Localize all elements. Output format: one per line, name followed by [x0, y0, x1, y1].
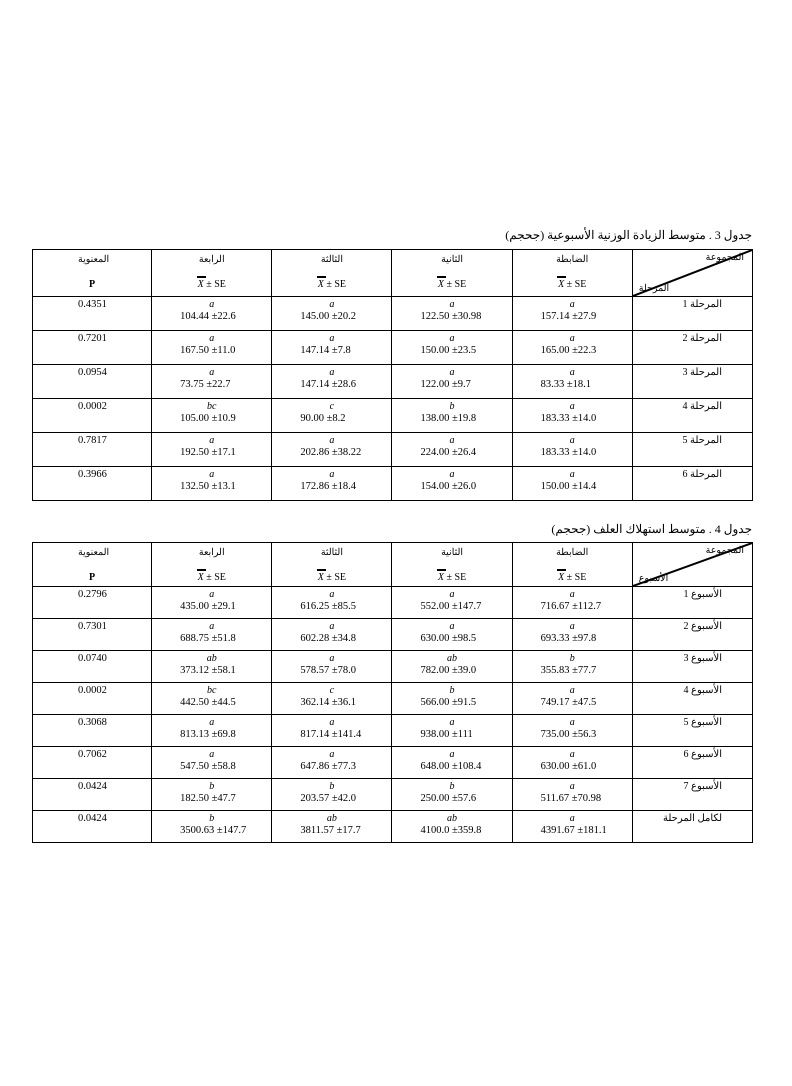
table-4-body: [33, 543, 753, 843]
mean-se-value: 122.00 ±9.7: [420, 379, 471, 390]
p-value-cell: [33, 811, 152, 843]
significance-letter: a: [569, 435, 575, 446]
significance-letter: a: [569, 401, 575, 412]
stage-cell: [632, 587, 752, 619]
value-cell: [272, 297, 392, 331]
table-row: [33, 297, 753, 331]
value-cell: [392, 297, 512, 331]
value-cell: [272, 715, 392, 747]
significance-letter: a: [449, 299, 455, 310]
value-cell: [272, 683, 392, 715]
mean-se-value: 716.67 ±112.7: [540, 601, 602, 612]
value-cell: [152, 331, 272, 365]
header-corner-cell: [632, 250, 752, 297]
mean-se-value: 150.00 ±23.5: [420, 345, 477, 356]
mean-se-value: 511.67 ±70.98: [540, 793, 602, 804]
mean-se-value: 3500.63 ±147.7: [180, 825, 247, 836]
significance-letter: a: [329, 717, 335, 728]
mean-se-value: 3811.57 ±17.7: [300, 825, 361, 836]
significance-letter: a: [449, 589, 455, 600]
se-label: ± SE: [326, 279, 347, 290]
stage-cell: [632, 747, 752, 779]
group-name: الثانية: [441, 255, 463, 265]
x-bar-symbol: X: [558, 279, 565, 290]
table-3-body: [33, 250, 753, 501]
p-value: 0.3068: [78, 717, 107, 728]
p-value-cell: [33, 467, 152, 501]
mean-se-value: 647.86 ±77.3: [300, 761, 356, 772]
p-value: 0.0424: [78, 813, 107, 824]
header-row: [33, 543, 753, 587]
value-cell: [392, 399, 512, 433]
corner-row-label: الأسبوع: [638, 574, 669, 584]
significance-letter: a: [329, 435, 335, 446]
value-cell: [512, 331, 632, 365]
corner-group-label: المجموعة: [705, 253, 744, 263]
table-row: [33, 715, 753, 747]
mean-se-value: 630.00 ±61.0: [540, 761, 597, 772]
se-label: ± SE: [206, 572, 226, 583]
header-group-cell: [512, 250, 632, 297]
significance-letter: a: [569, 333, 575, 344]
stage-cell: [632, 433, 752, 467]
mean-se-value: 150.00 ±14.4: [540, 481, 597, 492]
significance-letter: a: [209, 469, 215, 480]
header-corner-cell: [632, 543, 752, 587]
value-cell: [512, 619, 632, 651]
mean-se-label: [152, 279, 271, 290]
stage-label: الأسبوع 1: [683, 589, 722, 600]
stage-cell: [632, 467, 752, 501]
significance-letter: a: [449, 367, 455, 378]
stage-label: الأسبوع 4: [683, 685, 722, 696]
significance-letter: a: [449, 333, 455, 344]
group-name: الضابطة: [556, 255, 589, 265]
value-cell: [152, 651, 272, 683]
group-name: الرابعة: [198, 255, 225, 265]
value-cell: [512, 683, 632, 715]
table-row: [33, 433, 753, 467]
value-cell: [392, 619, 512, 651]
mean-se-value: 616.25 ±85.5: [300, 601, 356, 612]
significance-letter: a: [329, 367, 335, 378]
mean-se-label: [513, 572, 632, 583]
mean-se-value: 104.44 ±22.6: [180, 311, 236, 322]
mean-se-value: 938.00 ±111: [420, 729, 473, 740]
value-cell: [152, 779, 272, 811]
significance-letter: a: [569, 621, 575, 632]
significance-letter: a: [449, 469, 455, 480]
significance-letter: a: [329, 299, 335, 310]
p-value: 0.0002: [78, 685, 107, 696]
stage-cell: [632, 779, 752, 811]
significance-letter: a: [569, 299, 575, 310]
value-cell: [272, 811, 392, 843]
value-cell: [392, 433, 512, 467]
significance-letter: a: [209, 333, 215, 344]
stage-label: المرحلة 2: [682, 333, 722, 344]
x-bar-symbol: X: [437, 572, 445, 583]
significance-letter: a: [209, 717, 215, 728]
stage-label: المرحلة 3: [682, 367, 722, 378]
table-row: [33, 587, 753, 619]
header-group-cell: [392, 250, 512, 297]
value-cell: [152, 399, 272, 433]
mean-se-value: 145.00 ±20.2: [300, 311, 356, 322]
table-row: [33, 365, 753, 399]
x-bar-symbol: X: [317, 572, 324, 583]
p-value-cell: [33, 399, 152, 433]
group-name: الضابطة: [556, 548, 589, 558]
mean-se-value: 138.00 ±19.8: [420, 413, 477, 424]
mean-se-value: 435.00 ±29.1: [180, 601, 236, 612]
p-value-cell: [33, 715, 152, 747]
p-value: 0.0424: [78, 781, 107, 792]
header-significance-cell: [33, 250, 152, 297]
se-label: ± SE: [206, 279, 226, 290]
mean-se-value: 4100.0 ±359.8: [420, 825, 482, 836]
mean-se-value: 547.50 ±58.8: [180, 761, 236, 772]
value-cell: [272, 365, 392, 399]
mean-se-value: 90.00 ±8.2: [300, 413, 346, 424]
mean-se-value: 172.86 ±18.4: [300, 481, 356, 492]
mean-se-label: [272, 279, 391, 290]
value-cell: [272, 587, 392, 619]
significance-letter: ab: [447, 653, 458, 664]
mean-se-label: [392, 279, 511, 290]
stage-cell: [632, 619, 752, 651]
significance-letter: a: [569, 367, 575, 378]
value-cell: [392, 331, 512, 365]
value-cell: [272, 399, 392, 433]
header-group-cell: [272, 543, 392, 587]
value-cell: [272, 747, 392, 779]
significance-letter: a: [209, 749, 215, 760]
mean-se-value: 183.33 ±14.0: [540, 413, 597, 424]
p-value-cell: [33, 683, 152, 715]
stage-label: الأسبوع 3: [683, 653, 722, 664]
corner-group-label: المجموعة: [705, 546, 744, 556]
table-row: [33, 399, 753, 433]
mean-se-value: 373.12 ±58.1: [180, 665, 236, 676]
significance-letter: c: [329, 401, 335, 412]
se-label: ± SE: [446, 279, 467, 290]
mean-se-value: 566.00 ±91.5: [420, 697, 477, 708]
significance-letter: b: [209, 781, 215, 792]
mean-se-value: 147.14 ±7.8: [300, 345, 351, 356]
stage-cell: [632, 365, 752, 399]
mean-se-value: 630.00 ±98.5: [420, 633, 477, 644]
value-cell: [392, 587, 512, 619]
significance-letter: a: [449, 749, 455, 760]
mean-se-value: 578.57 ±78.0: [300, 665, 356, 676]
significance-letter: a: [329, 621, 335, 632]
mean-se-value: 105.00 ±10.9: [180, 413, 236, 424]
value-cell: [512, 365, 632, 399]
value-cell: [392, 715, 512, 747]
p-value-cell: [33, 331, 152, 365]
value-cell: [512, 651, 632, 683]
mean-se-value: 693.33 ±97.8: [540, 633, 597, 644]
significance-label: المعنوية: [78, 548, 110, 558]
significance-letter: a: [569, 749, 575, 760]
significance-letter: a: [209, 589, 215, 600]
value-cell: [512, 467, 632, 501]
significance-letter: a: [569, 469, 575, 480]
p-value: 0.4351: [78, 299, 107, 310]
mean-se-value: 813.13 ±69.8: [180, 729, 236, 740]
significance-letter: c: [329, 685, 335, 696]
x-bar-symbol: X: [558, 572, 565, 583]
value-cell: [512, 779, 632, 811]
significance-letter: a: [329, 653, 335, 664]
p-value-cell: [33, 747, 152, 779]
value-cell: [392, 651, 512, 683]
mean-se-value: 147.14 ±28.6: [300, 379, 356, 390]
table-row: [33, 619, 753, 651]
header-group-cell: [152, 543, 272, 587]
mean-se-value: 202.86 ±38.22: [300, 447, 362, 458]
value-cell: [512, 433, 632, 467]
p-value: 0.0002: [78, 401, 107, 412]
significance-letter: a: [329, 469, 335, 480]
value-cell: [272, 331, 392, 365]
value-cell: [152, 683, 272, 715]
significance-letter: a: [209, 367, 215, 378]
table-row: [33, 811, 753, 843]
mean-se-value: 224.00 ±26.4: [420, 447, 477, 458]
stage-cell: [632, 715, 752, 747]
stage-label: المرحلة 6: [682, 469, 722, 480]
mean-se-label: [152, 572, 271, 583]
group-name: الثالثة: [320, 548, 343, 558]
value-cell: [512, 297, 632, 331]
se-label: ± SE: [446, 572, 467, 583]
header-group-cell: [152, 250, 272, 297]
header-group-cell: [392, 543, 512, 587]
mean-se-value: 182.50 ±47.7: [180, 793, 236, 804]
value-cell: [512, 587, 632, 619]
significance-letter: a: [209, 299, 215, 310]
significance-label: المعنوية: [78, 255, 110, 265]
mean-se-value: 183.33 ±14.0: [540, 447, 597, 458]
p-value: 0.0954: [78, 367, 107, 378]
value-cell: [152, 715, 272, 747]
table-3-caption: جدول 3 . متوسط الزيادة الوزنية الأسبوعية (جحجم): [505, 228, 752, 242]
mean-se-value: 648.00 ±108.4: [420, 761, 482, 772]
mean-se-value: 442.50 ±44.5: [180, 697, 236, 708]
p-value: 0.3966: [78, 469, 107, 480]
value-cell: [152, 619, 272, 651]
value-cell: [512, 747, 632, 779]
table-4-caption: جدول 4 . متوسط استهلاك العلف (جحجم): [551, 522, 752, 536]
p-value-cell: [33, 365, 152, 399]
significance-letter: bc: [207, 401, 217, 412]
significance-letter: a: [329, 333, 335, 344]
x-bar-symbol: X: [197, 572, 204, 583]
x-bar-symbol: X: [437, 279, 445, 290]
value-cell: [272, 467, 392, 501]
mean-se-value: 749.17 ±47.5: [540, 697, 597, 708]
significance-letter: b: [209, 813, 215, 824]
mean-se-value: 4391.67 ±181.1: [540, 825, 607, 836]
value-cell: [152, 365, 272, 399]
mean-se-label: [392, 572, 511, 583]
header-significance-cell: [33, 543, 152, 587]
stage-cell: [632, 651, 752, 683]
table-row: [33, 331, 753, 365]
stage-label: المرحلة 1: [682, 299, 722, 310]
value-cell: [272, 433, 392, 467]
stage-label: الأسبوع 2: [683, 621, 722, 632]
p-value: 0.7301: [78, 621, 107, 632]
value-cell: [392, 467, 512, 501]
mean-se-value: 250.00 ±57.6: [420, 793, 477, 804]
mean-se-value: 83.33 ±18.1: [540, 379, 592, 390]
p-value: 0.2796: [78, 589, 107, 600]
mean-se-value: 735.00 ±56.3: [540, 729, 597, 740]
group-name: الثانية: [441, 548, 463, 558]
p-value: 0.7062: [78, 749, 107, 760]
mean-se-value: 817.14 ±141.4: [300, 729, 362, 740]
value-cell: [272, 779, 392, 811]
header-group-cell: [512, 543, 632, 587]
significance-letter: ab: [206, 653, 217, 664]
table-4: [32, 542, 753, 843]
header-row: [33, 250, 753, 297]
value-cell: [272, 651, 392, 683]
value-cell: [152, 811, 272, 843]
mean-se-value: 362.14 ±36.1: [300, 697, 356, 708]
significance-letter: a: [329, 589, 335, 600]
p-value-cell: [33, 651, 152, 683]
significance-letter: ab: [326, 813, 337, 824]
significance-letter: a: [569, 717, 575, 728]
p-label: P: [89, 279, 96, 290]
stage-label: المرحلة 4: [682, 401, 722, 412]
x-bar-symbol: X: [197, 279, 204, 290]
se-label: ± SE: [566, 279, 587, 290]
se-label: ± SE: [326, 572, 347, 583]
stage-cell: [632, 297, 752, 331]
significance-letter: a: [209, 435, 215, 446]
significance-letter: b: [449, 685, 455, 696]
significance-letter: b: [329, 781, 335, 792]
significance-letter: a: [329, 749, 335, 760]
significance-letter: b: [449, 781, 455, 792]
header-group-cell: [272, 250, 392, 297]
value-cell: [152, 433, 272, 467]
p-value-cell: [33, 587, 152, 619]
stage-label: الأسبوع 7: [683, 781, 722, 792]
group-name: الثالثة: [320, 255, 343, 265]
mean-se-value: 688.75 ±51.8: [180, 633, 236, 644]
stage-label: الأسبوع 5: [683, 717, 722, 728]
significance-letter: a: [569, 781, 575, 792]
p-value-cell: [33, 779, 152, 811]
table-row: [33, 651, 753, 683]
significance-letter: ab: [447, 813, 458, 824]
value-cell: [392, 365, 512, 399]
mean-se-value: 167.50 ±11.0: [180, 345, 236, 356]
mean-se-value: 73.75 ±22.7: [180, 379, 231, 390]
group-name: الرابعة: [198, 548, 225, 558]
table-row: [33, 779, 753, 811]
stage-label: الأسبوع 6: [683, 749, 722, 760]
stage-cell: [632, 811, 752, 843]
mean-se-value: 602.28 ±34.8: [300, 633, 356, 644]
mean-se-value: 165.00 ±22.3: [540, 345, 597, 356]
significance-letter: a: [569, 813, 575, 824]
stage-label: لكامل المرحلة: [662, 813, 722, 824]
significance-letter: a: [449, 621, 455, 632]
p-value-cell: [33, 619, 152, 651]
significance-letter: bc: [207, 685, 217, 696]
p-value-cell: [33, 433, 152, 467]
p-label: P: [89, 572, 96, 583]
value-cell: [152, 297, 272, 331]
significance-letter: b: [449, 401, 455, 412]
x-bar-symbol: X: [317, 279, 324, 290]
value-cell: [152, 467, 272, 501]
significance-letter: b: [569, 653, 575, 664]
significance-letter: a: [449, 717, 455, 728]
value-cell: [392, 811, 512, 843]
corner-row-label: المرحلة: [638, 284, 670, 294]
mean-se-value: 552.00 ±147.7: [420, 601, 482, 612]
mean-se-value: 192.50 ±17.1: [180, 447, 236, 458]
value-cell: [392, 779, 512, 811]
significance-letter: a: [569, 589, 575, 600]
mean-se-label: [513, 279, 632, 290]
stage-cell: [632, 331, 752, 365]
table-row: [33, 683, 753, 715]
value-cell: [152, 747, 272, 779]
table-3: [32, 249, 753, 501]
significance-letter: a: [449, 435, 455, 446]
p-value: 0.7817: [78, 435, 107, 446]
value-cell: [512, 399, 632, 433]
mean-se-value: 355.83 ±77.7: [540, 665, 597, 676]
table-row: [33, 747, 753, 779]
stage-cell: [632, 683, 752, 715]
value-cell: [392, 747, 512, 779]
mean-se-value: 154.00 ±26.0: [420, 481, 477, 492]
value-cell: [392, 683, 512, 715]
value-cell: [512, 715, 632, 747]
table-row: [33, 467, 753, 501]
mean-se-value: 203.57 ±42.0: [300, 793, 356, 804]
mean-se-value: 122.50 ±30.98: [420, 311, 482, 322]
p-value: 0.7201: [78, 333, 107, 344]
mean-se-value: 157.14 ±27.9: [540, 311, 597, 322]
value-cell: [152, 587, 272, 619]
value-cell: [512, 811, 632, 843]
stage-label: المرحلة 5: [682, 435, 722, 446]
mean-se-value: 132.50 ±13.1: [180, 481, 236, 492]
value-cell: [272, 619, 392, 651]
se-label: ± SE: [566, 572, 587, 583]
mean-se-label: [272, 572, 391, 583]
stage-cell: [632, 399, 752, 433]
p-value-cell: [33, 297, 152, 331]
mean-se-value: 782.00 ±39.0: [420, 665, 477, 676]
significance-letter: a: [209, 621, 215, 632]
p-value: 0.0740: [78, 653, 107, 664]
significance-letter: a: [569, 685, 575, 696]
